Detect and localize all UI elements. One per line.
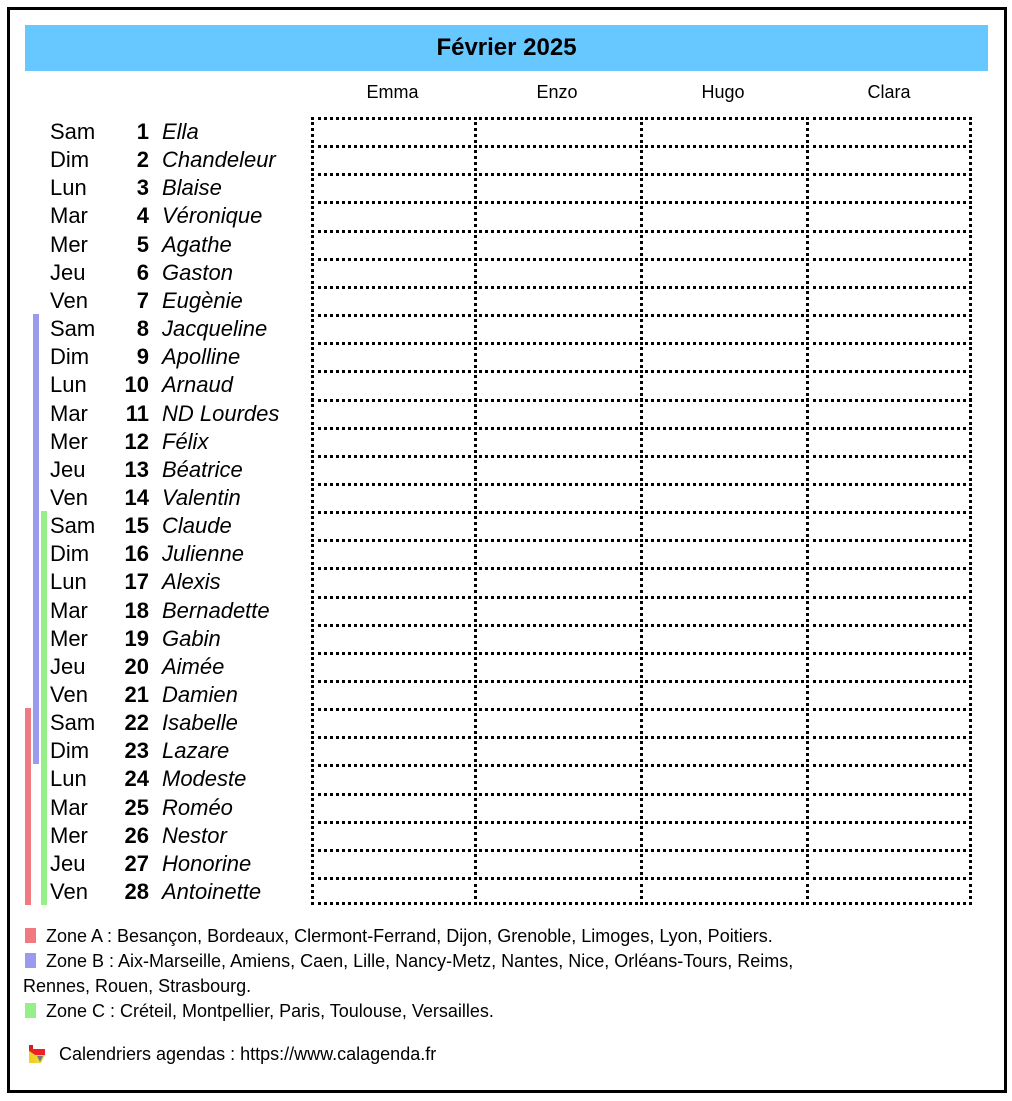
day-row xyxy=(0,764,320,792)
day-number: 20 xyxy=(124,653,149,679)
grid-cell-emma[interactable] xyxy=(311,342,477,373)
day-number: 21 xyxy=(124,682,149,707)
grid-cell-clara[interactable] xyxy=(806,511,972,542)
day-number: 14 xyxy=(124,484,149,510)
grid-cell-clara[interactable] xyxy=(806,314,972,345)
grid-cell-emma[interactable] xyxy=(311,117,477,148)
saint-name: Claude xyxy=(162,513,232,539)
saint-name: Honorine xyxy=(162,850,252,876)
grid-cell-hugo[interactable] xyxy=(640,877,809,905)
day-number: 1 xyxy=(136,119,149,144)
zone-legend xyxy=(25,924,985,1024)
grid-cell-enzo[interactable] xyxy=(474,764,643,795)
grid-cell-clara[interactable] xyxy=(806,427,972,458)
zone-b-text: Zone B : Aix-Marseille, Amiens, Caen, Lille, Nancy-Metz, Nantes, Nice, Orléans-Tours, Reims, xyxy=(46,951,794,971)
grid-cell-clara[interactable] xyxy=(806,201,972,232)
legend-zone-b-cont xyxy=(23,974,985,999)
saint-name: Isabelle xyxy=(162,710,238,736)
grid-cell-hugo[interactable] xyxy=(640,511,809,542)
saint-name: Alexis xyxy=(162,569,221,595)
day-number: 12 xyxy=(124,428,149,454)
grid-cell-clara[interactable] xyxy=(806,399,972,430)
grid-cell-enzo[interactable] xyxy=(474,736,643,767)
day-row xyxy=(0,483,320,511)
column-header: Clara xyxy=(867,82,911,102)
day-name: Mar xyxy=(50,794,88,820)
grid-cell-clara[interactable] xyxy=(806,455,972,486)
grid-cell-emma[interactable] xyxy=(311,286,477,317)
day-name: Jeu xyxy=(50,653,86,679)
saint-name: Agathe xyxy=(162,231,232,257)
footer-link[interactable]: Calendriers agendas : https://www.calagenda.fr xyxy=(59,1043,437,1064)
title-bar xyxy=(25,25,988,71)
grid-cell-enzo[interactable] xyxy=(474,314,643,345)
grid-cell-clara[interactable] xyxy=(806,117,972,148)
grid-cell-emma[interactable] xyxy=(311,708,477,739)
grid-cell-enzo[interactable] xyxy=(474,596,643,627)
grid-cell-emma[interactable] xyxy=(311,652,477,683)
day-row xyxy=(0,455,320,483)
day-name: Lun xyxy=(50,372,87,398)
day-row xyxy=(0,849,320,877)
day-row xyxy=(0,821,320,849)
saint-name: Blaise xyxy=(162,175,222,201)
day-row xyxy=(0,258,320,286)
grid-cell-hugo[interactable] xyxy=(640,370,809,401)
day-row xyxy=(0,708,320,736)
grid-cell-hugo[interactable] xyxy=(640,624,809,655)
day-name: Ven xyxy=(50,682,88,707)
grid-cell-enzo[interactable] xyxy=(474,708,643,739)
grid-cell-clara[interactable] xyxy=(806,539,972,570)
grid-cell-emma[interactable] xyxy=(311,173,477,204)
day-number: 9 xyxy=(136,344,149,370)
day-row xyxy=(0,736,320,764)
day-number: 13 xyxy=(124,456,149,482)
footer xyxy=(27,1043,436,1065)
grid-cell-enzo[interactable] xyxy=(474,117,643,148)
day-name: Ven xyxy=(50,484,88,510)
day-number: 18 xyxy=(124,597,149,623)
day-name: Sam xyxy=(50,119,96,144)
grid-cell-emma[interactable] xyxy=(311,201,477,232)
column-header: Enzo xyxy=(536,82,578,102)
grid-cell-emma[interactable] xyxy=(311,230,477,261)
day-number: 3 xyxy=(136,175,149,201)
saint-name: Lazare xyxy=(162,738,230,764)
grid-cell-emma[interactable] xyxy=(311,427,477,458)
zone-b-text-continued: Rennes, Rouen, Strasbourg. xyxy=(23,976,252,996)
grid-cell-hugo[interactable] xyxy=(640,342,809,373)
saint-name: Béatrice xyxy=(162,456,243,482)
saint-name: Ella xyxy=(162,119,199,144)
grid-cell-clara[interactable] xyxy=(806,821,972,852)
legend-zone-a xyxy=(25,924,985,949)
day-row xyxy=(0,567,320,595)
day-name: Lun xyxy=(50,569,87,595)
day-row xyxy=(0,173,320,201)
day-name: Dim xyxy=(50,738,90,764)
day-row xyxy=(0,877,320,905)
grid-cell-emma[interactable] xyxy=(311,145,477,176)
saint-name: Aimée xyxy=(162,653,225,679)
grid-cell-enzo[interactable] xyxy=(474,173,643,204)
day-row xyxy=(0,342,320,370)
day-row xyxy=(0,117,320,145)
grid-cell-clara[interactable] xyxy=(806,230,972,261)
saint-name: Julienne xyxy=(162,541,244,567)
grid-cell-clara[interactable] xyxy=(806,342,972,373)
grid-cell-enzo[interactable] xyxy=(474,539,643,570)
saint-name: Damien xyxy=(162,682,238,707)
grid-cell-clara[interactable] xyxy=(806,483,972,514)
day-name: Lun xyxy=(50,175,87,201)
grid-cell-emma[interactable] xyxy=(311,764,477,795)
saint-name: Eugènie xyxy=(162,287,243,313)
day-name: Dim xyxy=(50,147,90,173)
grid-cell-hugo[interactable] xyxy=(640,652,809,683)
grid-cell-enzo[interactable] xyxy=(474,145,643,176)
zone-c-text: Zone C : Créteil, Montpellier, Paris, Toulouse, Versailles. xyxy=(46,1001,494,1021)
day-row xyxy=(0,201,320,229)
saint-name: Nestor xyxy=(162,822,227,848)
grid-cell-hugo[interactable] xyxy=(640,117,809,148)
day-row xyxy=(0,624,320,652)
grid-cell-clara[interactable] xyxy=(806,370,972,401)
saint-name: Apolline xyxy=(162,344,241,370)
saint-name: ND Lourdes xyxy=(162,400,280,426)
grid-cell-hugo[interactable] xyxy=(640,764,809,795)
day-name: Mar xyxy=(50,400,88,426)
day-name: Dim xyxy=(50,541,90,567)
zone-a-text: Zone A : Besançon, Bordeaux, Clermont-Ferrand, Dijon, Grenoble, Limoges, Lyon, Poitiers. xyxy=(46,926,773,946)
zone-a-swatch-icon xyxy=(25,928,36,943)
grid-cell-enzo[interactable] xyxy=(474,877,643,905)
day-number: 2 xyxy=(136,147,149,173)
saint-name: Jacqueline xyxy=(162,316,268,342)
grid-cell-enzo[interactable] xyxy=(474,427,643,458)
grid-cell-clara[interactable] xyxy=(806,258,972,289)
day-row xyxy=(0,286,320,314)
day-number: 8 xyxy=(136,316,149,342)
day-row xyxy=(0,652,320,680)
grid-cell-hugo[interactable] xyxy=(640,286,809,317)
grid-cell-emma[interactable] xyxy=(311,596,477,627)
grid-cell-hugo[interactable] xyxy=(640,793,809,824)
day-name: Sam xyxy=(50,513,96,539)
grid-cell-emma[interactable] xyxy=(311,849,477,880)
saint-name: Arnaud xyxy=(162,372,233,398)
day-row xyxy=(0,680,320,708)
grid-cell-hugo[interactable] xyxy=(640,596,809,627)
day-name: Ven xyxy=(50,879,88,905)
saint-name: Chandeleur xyxy=(162,147,276,173)
grid-cell-enzo[interactable] xyxy=(474,680,643,711)
grid-cell-emma[interactable] xyxy=(311,258,477,289)
day-name: Mer xyxy=(50,625,88,651)
day-row xyxy=(0,596,320,624)
page-title: Février 2025 xyxy=(436,34,577,61)
column-header: Emma xyxy=(366,82,419,102)
saint-name: Roméo xyxy=(162,794,233,820)
day-row xyxy=(0,314,320,342)
grid-cell-emma[interactable] xyxy=(311,370,477,401)
grid-cell-clara[interactable] xyxy=(806,596,972,627)
grid-cell-emma[interactable] xyxy=(311,314,477,345)
grid-cell-emma[interactable] xyxy=(311,821,477,852)
grid-cell-clara[interactable] xyxy=(806,736,972,767)
day-name: Mer xyxy=(50,428,88,454)
day-name: Jeu xyxy=(50,259,86,285)
day-name: Dim xyxy=(50,344,90,370)
grid-cell-hugo[interactable] xyxy=(640,201,809,232)
grid-cell-hugo[interactable] xyxy=(640,680,809,711)
grid-cell-clara[interactable] xyxy=(806,764,972,795)
saint-name: Bernadette xyxy=(162,597,270,623)
grid-cell-clara[interactable] xyxy=(806,145,972,176)
grid-cell-emma[interactable] xyxy=(311,539,477,570)
day-number: 15 xyxy=(124,513,149,539)
calagenda-logo-icon xyxy=(27,1043,47,1065)
grid-cell-enzo[interactable] xyxy=(474,483,643,514)
day-number: 25 xyxy=(124,794,149,820)
grid-cell-enzo[interactable] xyxy=(474,793,643,824)
grid-cell-clara[interactable] xyxy=(806,173,972,204)
day-number: 17 xyxy=(124,569,149,595)
day-name: Mer xyxy=(50,822,88,848)
day-row xyxy=(0,511,320,539)
saint-name: Valentin xyxy=(162,484,241,510)
grid-cell-emma[interactable] xyxy=(311,680,477,711)
grid-cell-enzo[interactable] xyxy=(474,370,643,401)
grid-cell-enzo[interactable] xyxy=(474,821,643,852)
grid-cell-emma[interactable] xyxy=(311,399,477,430)
grid-cell-hugo[interactable] xyxy=(640,399,809,430)
day-number: 10 xyxy=(124,372,149,398)
saint-name: Félix xyxy=(162,428,209,454)
saint-name: Véronique xyxy=(162,203,263,229)
grid-cell-hugo[interactable] xyxy=(640,821,809,852)
grid-cell-clara[interactable] xyxy=(806,877,972,905)
day-name: Jeu xyxy=(50,456,86,482)
day-number: 16 xyxy=(124,541,149,567)
grid-cell-enzo[interactable] xyxy=(474,624,643,655)
day-name: Jeu xyxy=(50,850,86,876)
saint-name: Modeste xyxy=(162,766,247,792)
grid-cell-hugo[interactable] xyxy=(640,849,809,880)
grid-cell-enzo[interactable] xyxy=(474,652,643,683)
grid-cell-enzo[interactable] xyxy=(474,511,643,542)
day-number: 27 xyxy=(124,850,149,876)
grid-cell-emma[interactable] xyxy=(311,483,477,514)
day-number: 23 xyxy=(124,738,149,764)
grid-cell-emma[interactable] xyxy=(311,793,477,824)
legend-zone-c xyxy=(25,999,985,1024)
grid-cell-enzo[interactable] xyxy=(474,342,643,373)
grid-cell-clara[interactable] xyxy=(806,624,972,655)
grid-cell-clara[interactable] xyxy=(806,793,972,824)
grid-cell-clara[interactable] xyxy=(806,849,972,880)
grid-cell-enzo[interactable] xyxy=(474,399,643,430)
grid-cell-hugo[interactable] xyxy=(640,455,809,486)
grid-cell-clara[interactable] xyxy=(806,652,972,683)
day-row xyxy=(0,793,320,821)
grid-cell-enzo[interactable] xyxy=(474,849,643,880)
day-number: 19 xyxy=(124,625,149,651)
grid-cell-hugo[interactable] xyxy=(640,173,809,204)
grid-cell-hugo[interactable] xyxy=(640,567,809,598)
day-row xyxy=(0,145,320,173)
day-row xyxy=(0,399,320,427)
grid-cell-clara[interactable] xyxy=(806,567,972,598)
grid-cell-enzo[interactable] xyxy=(474,230,643,261)
day-row xyxy=(0,370,320,398)
day-number: 6 xyxy=(136,259,149,285)
grid-cell-hugo[interactable] xyxy=(640,258,809,289)
day-number: 11 xyxy=(125,400,149,426)
grid-cell-enzo[interactable] xyxy=(474,258,643,289)
grid-cell-clara[interactable] xyxy=(806,708,972,739)
day-name: Sam xyxy=(50,316,96,342)
grid-cell-hugo[interactable] xyxy=(640,314,809,345)
grid-cell-emma[interactable] xyxy=(311,877,477,905)
saint-name: Antoinette xyxy=(162,879,262,905)
zone-c-swatch-icon xyxy=(25,1003,36,1018)
grid-cell-emma[interactable] xyxy=(311,567,477,598)
grid-cell-hugo[interactable] xyxy=(640,427,809,458)
grid-cell-emma[interactable] xyxy=(311,455,477,486)
day-name: Ven xyxy=(50,287,88,313)
grid-cell-enzo[interactable] xyxy=(474,201,643,232)
day-number: 4 xyxy=(136,203,149,229)
day-name: Mar xyxy=(50,597,88,623)
grid-cell-hugo[interactable] xyxy=(640,736,809,767)
grid-cell-hugo[interactable] xyxy=(640,708,809,739)
day-number: 26 xyxy=(124,822,149,848)
zone-b-swatch-icon xyxy=(25,953,36,968)
day-number: 5 xyxy=(136,231,149,257)
grid-cell-emma[interactable] xyxy=(311,624,477,655)
day-number: 22 xyxy=(124,710,149,736)
grid-cell-enzo[interactable] xyxy=(474,455,643,486)
day-name: Mar xyxy=(50,203,88,229)
legend-zone-b xyxy=(25,949,985,974)
day-row xyxy=(0,427,320,455)
day-name: Mer xyxy=(50,231,88,257)
day-number: 7 xyxy=(136,287,149,313)
saint-name: Gabin xyxy=(162,625,221,651)
grid-cell-enzo[interactable] xyxy=(474,567,643,598)
saint-name: Gaston xyxy=(162,259,233,285)
grid-cell-hugo[interactable] xyxy=(640,145,809,176)
grid-cell-clara[interactable] xyxy=(806,680,972,711)
day-number: 24 xyxy=(124,766,149,792)
column-header: Hugo xyxy=(701,82,745,102)
grid-cell-hugo[interactable] xyxy=(640,539,809,570)
day-number: 28 xyxy=(124,879,149,905)
grid-cell-hugo[interactable] xyxy=(640,483,809,514)
day-name: Sam xyxy=(50,710,96,736)
day-name: Lun xyxy=(50,766,87,792)
grid-cell-clara[interactable] xyxy=(806,286,972,317)
grid-cell-emma[interactable] xyxy=(311,511,477,542)
grid-cell-hugo[interactable] xyxy=(640,230,809,261)
day-row xyxy=(0,230,320,258)
day-row xyxy=(0,539,320,567)
grid-cell-emma[interactable] xyxy=(311,736,477,767)
grid-cell-enzo[interactable] xyxy=(474,286,643,317)
